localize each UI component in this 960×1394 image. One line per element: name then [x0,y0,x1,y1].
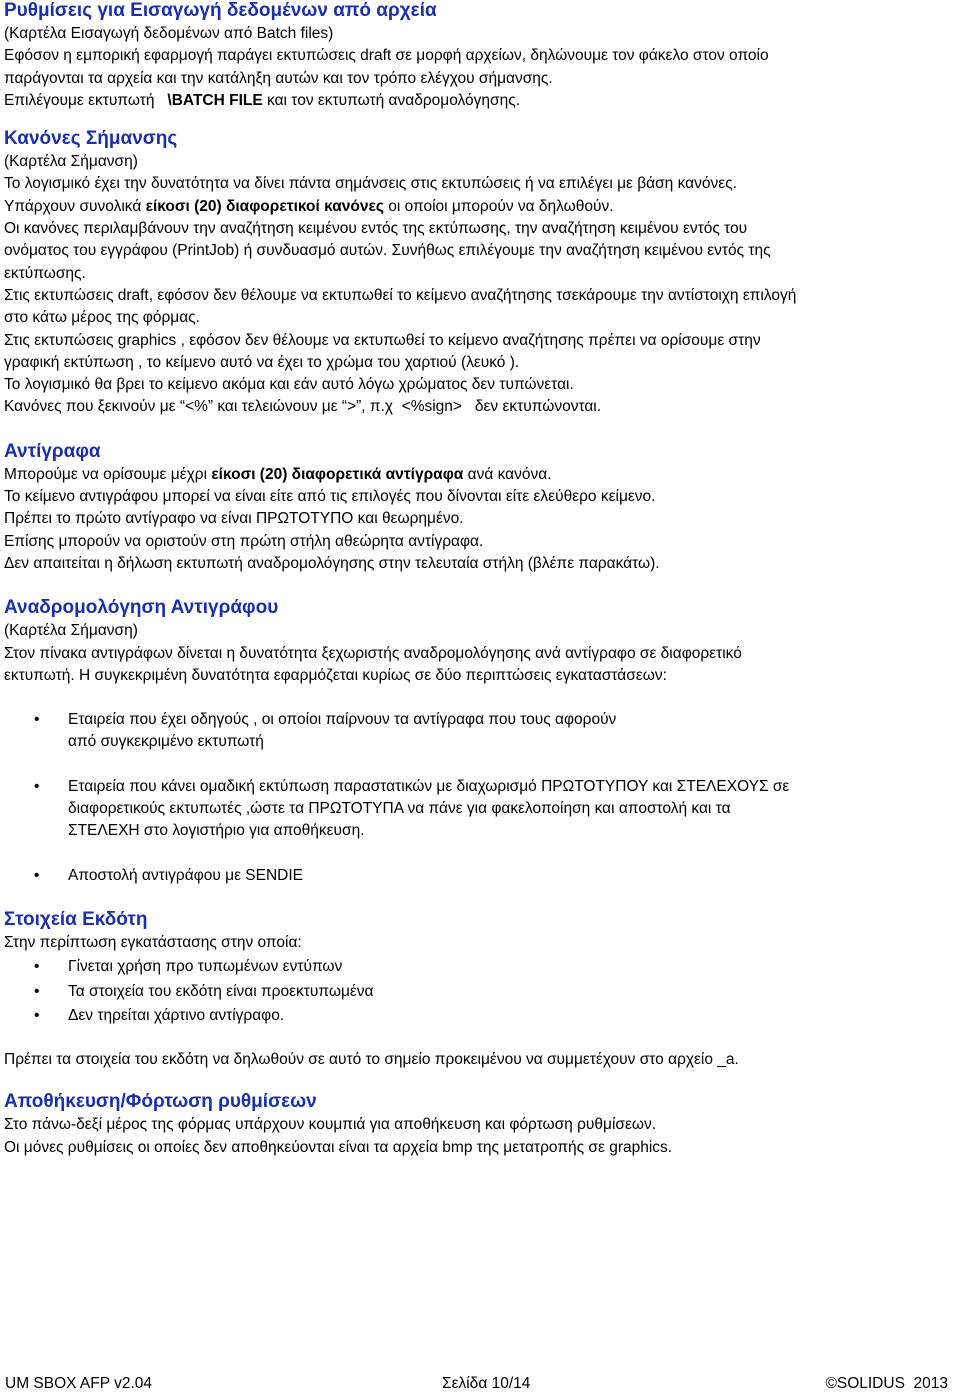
paragraph-line [4,464,960,486]
section-import-settings [4,0,960,112]
section-save-load-settings [4,1090,960,1159]
bullet-icon: • [34,866,40,884]
heading-marking-rules: Κανόνες Σήμανσης [4,128,178,150]
list-item-line: Εταιρεία που κάνει ομαδική εκτύπωση παραστατικών με διαχωρισμό ΠΡΩΤΟΤΥΠΟΥ και ΣΤΕΛΕΧΟΥΣ σε [68,777,790,795]
rerouting-bullet-list [4,709,960,887]
issuer-bullet-list [4,956,960,1027]
bold-text: είκοσι (20) διαφορετικά αντίγραφα [211,465,464,483]
paragraph-line: Το κείμενο αντιγράφου μπορεί να είναι είτε από τις επιλογές που δίνονται είτε ελεύθερο κείμενο. [4,488,656,506]
paragraph-line: παράγονται τα αρχεία και την κατάληξη αυτών και τον τρόπο ελέγχου σήμανσης. [4,69,553,87]
bullet-icon: • [34,777,40,795]
paragraph-line: ονόματος του εγγράφου (PrintJob) ή συνδυασμό αυτών. Συνήθως επιλέγουμε την αναζήτηση κειμένου εντός της [4,242,771,260]
bullet-icon: • [34,711,40,729]
list-item [4,956,960,978]
paragraph-line: Στην περίπτωση εγκατάστασης στην οποία: [4,933,302,951]
heading-copy-rerouting: Αναδρομολόγηση Αντιγράφου [4,597,279,619]
bold-text: είκοσι (20) διαφορετικοί κανόνες [145,197,384,215]
paragraph-line: Πρέπει τα στοιχεία του εκδότη να δηλωθούν σε αυτό το σημείο προκειμένου να συμμετέχουν στο αρχείο _a. [4,1051,739,1069]
paragraph-line: Εφόσον η εμπορική εφαρμογή παράγει εκτυπώσεις draft σε μορφή αρχείων, δηλώνουμε τον φάκελο στον οποίο [4,47,769,65]
list-item-line: Αποστολή αντιγράφου με SENDIE [68,866,304,884]
paragraph-line: Οι κανόνες περιλαμβάνουν την αναζήτηση κειμένου εντός της εκτύπωσης, την αναζήτηση κειμένου εντός του [4,220,748,238]
document-page [4,0,960,1159]
text-span: και τον εκτυπωτή αναδρομολόγησης. [262,91,521,109]
bullet-icon: • [34,982,40,1000]
list-item [4,1005,960,1027]
list-item-line: Εταιρεία που έχει οδηγούς , οι οποίοι παίρνουν τα αντίγραφα που τους αφορούν [68,711,617,729]
paragraph-line: Οι μόνες ρυθμίσεις οι οποίες δεν αποθηκεύονται είναι τα αρχεία bmp της μετατροπής σε graphics. [4,1138,673,1156]
heading-save-load-settings: Αποθήκευση/Φόρτωση ρυθμίσεων [4,1091,317,1113]
footer-product-version: UM SBOX AFP v2.04 [5,1375,153,1392]
paragraph-line [4,90,960,112]
heading-issuer-details: Στοιχεία Εκδότη [4,908,148,930]
section-issuer-details [4,908,960,1071]
paragraph-line: Κανόνες που ξεκινούν με “<%” και τελειώνουν με “>”, π.χ <%sign> δεν εκτυπώνονται. [4,398,602,416]
paragraph-line: Επίσης μπορούν να οριστούν στη πρώτη στήλη αθεώρητα αντίγραφα. [4,532,484,550]
paragraph-line [4,196,960,218]
footer-page-number: Σελίδα 10/14 [442,1375,531,1392]
heading-import-settings: Ρυθμίσεις για Εισαγωγή δεδομένων από αρχεία [4,0,437,21]
list-item-line: διαφορετικούς εκτυπωτές ,ώστε τα ΠΡΩΤΟΤΥΠΑ να πάνε για φακελοποίηση και αποστολή και τα [68,800,731,818]
bold-text: \BATCH FILE [167,91,263,109]
list-item-line: Γίνεται χρήση προ τυπωμένων εντύπων [68,958,343,976]
section-marking-rules [4,127,960,419]
list-item-line: Δεν τηρείται χάρτινο αντίγραφο. [68,1006,285,1024]
list-item [4,776,960,843]
list-item-line: ΣΤΕΛΕΧΗ στο λογιστήριο για αποθήκευση. [68,822,365,840]
paragraph-line: Πρέπει το πρώτο αντίγραφο να είναι ΠΡΩΤΟΤΥΠΟ και θεωρημένο. [4,510,464,528]
list-item [4,981,960,1003]
bullet-icon: • [34,958,40,976]
page-footer [0,1372,960,1392]
text-span: Επιλέγουμε εκτυπωτή [4,91,168,109]
list-item [4,865,960,887]
footer-copyright: ©SOLIDUS 2013 [825,1375,948,1392]
bullet-icon: • [34,1006,40,1024]
paragraph-line: Δεν απαιτείται η δήλωση εκτυπωτή αναδρομολόγησης στην τελευταία στήλη (βλέπε παρακάτω). [4,554,660,572]
list-item-line: Τα στοιχεία του εκδότη είναι προεκτυπωμένα [68,982,374,1000]
text-span: ανά κανόνα. [463,465,552,483]
section-copy-rerouting [4,596,960,887]
paragraph-line: Το λογισμικό θα βρει το κείμενο ακόμα και εάν αυτό λόγω χρώματος δεν τυπώνεται. [4,376,574,394]
paragraph-line: εκτύπωσης. [4,264,86,282]
paragraph-line: (Καρτέλα Σήμανση) [4,622,138,640]
list-item [4,709,960,754]
text-span: οι οποίοι μπορούν να δηλωθούν. [383,197,614,215]
paragraph-line: Στις εκτυπώσεις graphics , εφόσον δεν θέλουμε να εκτυπωθεί το κείμενο αναζήτησης πρέπει να ορίσουμε στην [4,331,761,349]
text-span: Μπορούμε να ορίσουμε μέχρι [4,465,212,483]
paragraph-line: Στις εκτυπώσεις draft, εφόσον δεν θέλουμε να εκτυπωθεί το κείμενο αναζήτησης τσεκάρουμε την αντίστοιχη επιλογή [4,286,797,304]
section-copies [4,440,960,575]
heading-copies: Αντίγραφα [4,440,101,462]
paragraph-line: στο κάτω μέρος της φόρμας. [4,309,200,327]
paragraph-line: Το λογισμικό έχει την δυνατότητα να δίνει πάντα σημάνσεις στις εκτυπώσεις ή να επιλέγει με βάση κανόνες. [4,175,737,193]
paragraph-line: (Καρτέλα Εισαγωγή δεδομένων από Batch files) [4,25,334,42]
paragraph-line: γραφική εκτύπωση , το κείμενο αυτό να έχει το χρώμα του χαρτιού (λευκό ). [4,353,520,371]
paragraph-line: Στον πίνακα αντιγράφων δίνεται η δυνατότητα ξεχωριστής αναδρομολόγησης ανά αντίγραφο σε διαφορετικό [4,644,742,662]
list-item-line: από συγκεκριμένο εκτυπωτή [68,733,264,751]
spacer [4,1027,960,1049]
text-span: Υπάρχουν συνολικά [4,197,146,215]
paragraph-line: Στο πάνω-δεξί μέρος της φόρμας υπάρχουν κουμπιά για αποθήκευση και φόρτωση ρυθμίσεων. [4,1116,657,1134]
paragraph-line: (Καρτέλα Σήμανση) [4,153,138,171]
paragraph-line: εκτυπωτή. Η συγκεκριμένη δυνατότητα εφαρμόζεται κυρίως σε δύο περιπτώσεις εγκαταστάσεων: [4,666,667,684]
